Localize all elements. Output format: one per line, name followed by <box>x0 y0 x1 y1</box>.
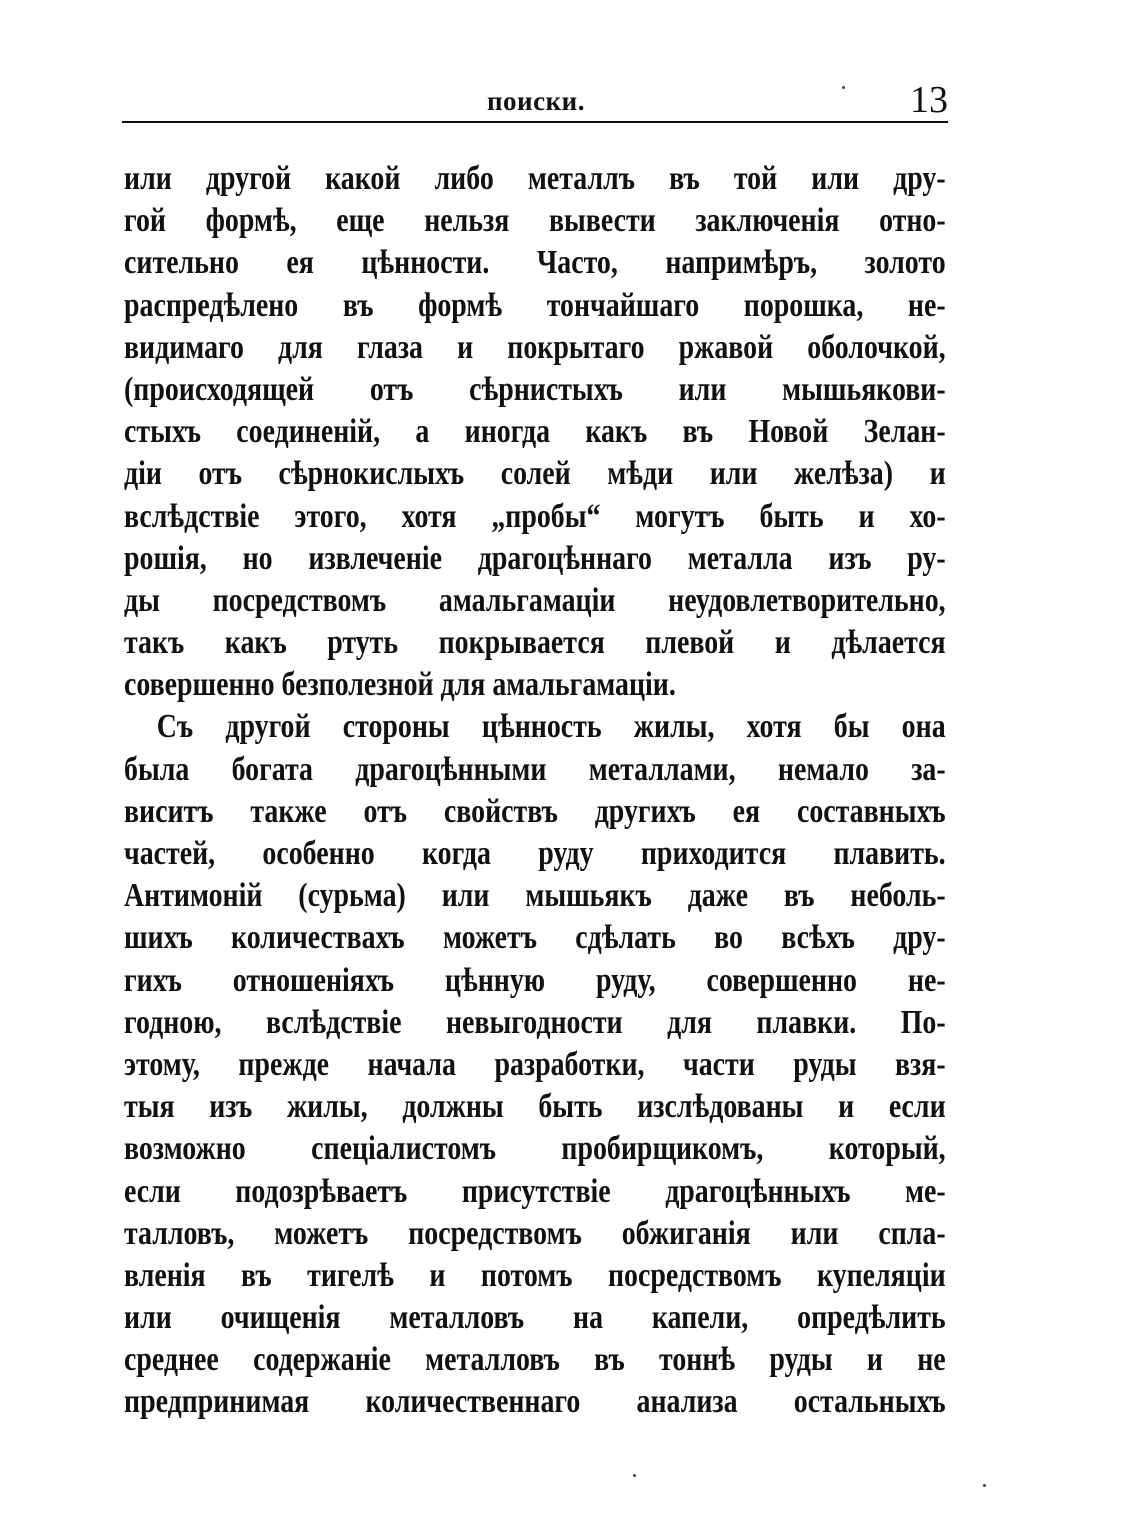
text-line: возможно спеціалистомъ пробирщикомъ, который, <box>124 1130 946 1168</box>
text-line: частей, особенно когда руду приходится плавить. <box>124 835 946 872</box>
running-head-title: поиски. <box>487 86 585 116</box>
text-line: (происходящей отъ сѣрнистыхъ или мышьякови- <box>124 370 946 408</box>
paragraph-last-line: совершенно безполезной для амальгамаціи. <box>124 666 676 704</box>
text-line: шихъ количествахъ можетъ сдѣлать во всѣхъ дру- <box>124 919 946 957</box>
text-line: стыхъ соединеній, а иногда какъ въ Новой Зелан- <box>124 413 946 451</box>
text-line: предпринимая количественнаго анализа остальныхъ <box>124 1383 946 1421</box>
print-speck <box>983 1484 986 1487</box>
text-line: тыя изъ жилы, должны быть изслѣдованы и если <box>124 1088 946 1126</box>
text-line: виситъ также отъ свойствъ другихъ ея составныхъ <box>124 792 946 830</box>
text-line: гихъ отношеніяхъ цѣнную руду, совершенно не- <box>124 961 946 999</box>
text-line: талловъ, можетъ посредствомъ обжиганія или спла- <box>124 1214 946 1252</box>
text-line: среднее содержаніе металловъ въ тоннѣ руды и не <box>124 1341 946 1379</box>
text-line: годною, вслѣдствіе невыгодности для плавки. По- <box>124 1003 946 1041</box>
text-line: сительно ея цѣнности. Часто, напримѣръ, золото <box>124 244 946 282</box>
text-line: рошія, но извлеченіе драгоцѣннаго металла изъ ру- <box>124 539 946 577</box>
text-line: вслѣдствіе этого, хотя „пробы“ могутъ быть и хо- <box>124 497 946 535</box>
text-line: ды посредствомъ амальгамаціи неудовлетворительно, <box>124 581 946 619</box>
text-line: гой формѣ, еще нельзя вывести заключенія отно- <box>124 202 946 240</box>
text-line: или другой какой либо металлъ въ той или дру- <box>124 160 946 197</box>
header-rule <box>122 121 948 123</box>
body-text <box>124 158 946 1424</box>
print-speck <box>633 1474 636 1477</box>
paragraph-first-line: Съ другой стороны цѣнность жилы, хотя бы она <box>156 708 946 746</box>
print-speck <box>842 86 845 89</box>
page-number: 13 <box>910 79 948 121</box>
text-line: или очищенія металловъ на капели, опредѣлить <box>124 1299 946 1337</box>
text-line: такъ какъ ртуть покрывается плевой и дѣлается <box>124 624 946 662</box>
text-line: видимаго для глаза и покрытаго ржавой оболочкой, <box>124 328 946 366</box>
text-line: вленія въ тигелѣ и потомъ посредствомъ купеляціи <box>124 1256 946 1294</box>
text-line: этому, прежде начала разработки, части руды взя- <box>124 1045 946 1083</box>
text-line: Антимоній (сурьма) или мышьякъ даже въ неболь- <box>124 877 946 915</box>
text-line: была богата драгоцѣнными металлами, немало за- <box>124 750 946 788</box>
text-line: діи отъ сѣрнокислыхъ солей мѣди или желѣза) и <box>124 455 946 493</box>
running-head <box>122 78 948 121</box>
text-line: если подозрѣваетъ присутствіе драгоцѣнныхъ ме- <box>124 1172 946 1210</box>
text-line: распредѣлено въ формѣ тончайшаго порошка, не- <box>124 286 946 324</box>
